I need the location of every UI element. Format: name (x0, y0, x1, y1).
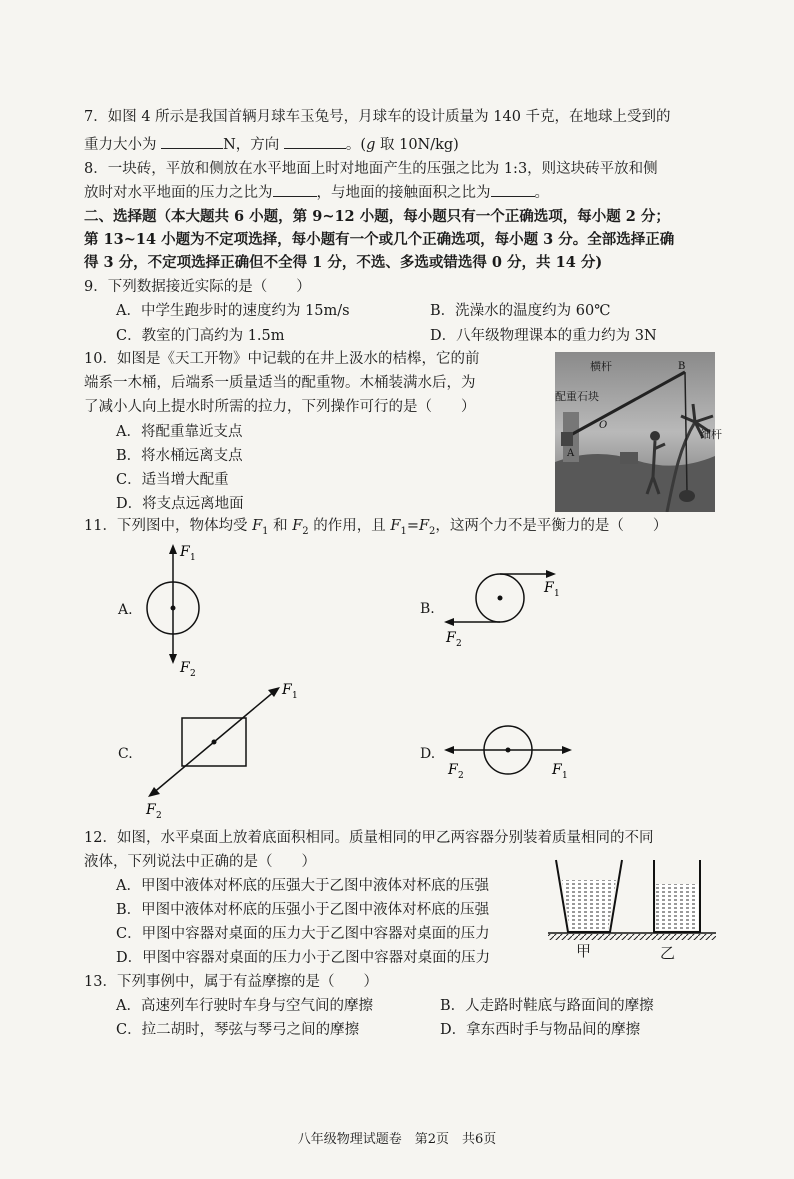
section2-line3: 得 3 分，不定项选择正确但不全得 1 分，不选、多选或错选得 0 分，共 14 分) (84, 254, 603, 271)
q8-line2: 放时对水平地面的压力之比为 ，与地面的接触面积之比为 。 (84, 182, 549, 203)
water-bucket (679, 490, 695, 502)
q11-stem: 11．下列图中，物体均受 $F_1$ 和 $F_2$ 的作用，且 $F_1=F_2$，这两个力不是平衡力的是（ ） (84, 518, 668, 537)
q10-line2: 端系一木桶，后端系一质量适当的配重物。木桶装满水后，为 (84, 375, 476, 391)
svg-text:F: F (552, 762, 562, 778)
pivot-o-label: O (599, 420, 608, 431)
q10-option-d[interactable]: D．将支点远离地面 (116, 496, 244, 512)
svg-text:1: 1 (190, 553, 196, 563)
well-sweep-figure (555, 352, 715, 512)
label-counterweight: 配重石块 (555, 390, 599, 403)
arrow-down-icon (169, 654, 177, 664)
well-mouth (620, 452, 638, 464)
q9-option-b[interactable]: B．洗澡水的温度约为 60℃ (430, 303, 611, 319)
svg-text:2: 2 (458, 771, 464, 781)
q11-option-b-label[interactable]: B. (420, 601, 435, 617)
q12-containers-figure (548, 858, 716, 940)
jia-liquid (562, 880, 616, 930)
q13-option-b[interactable]: B．人走路时鞋底与路面间的摩擦 (440, 998, 654, 1014)
q12-option-d[interactable]: D．甲图中容器对桌面的压力小于乙图中容器对桌面的压力 (116, 950, 491, 966)
point-b-label: B (678, 361, 686, 372)
q7-blank-direction[interactable] (284, 134, 346, 149)
label-yi: 乙 (660, 944, 676, 962)
page-footer: 八年级物理试题卷 第2页 共6页 (297, 1132, 497, 1147)
svg-text:F: F (448, 762, 458, 778)
q12-line1: 12．如图，水平桌面上放着底面积相同。质量相同的甲乙两容器分别装着质量相同的不同 (84, 830, 654, 846)
q8-blank-area-ratio[interactable] (491, 182, 535, 197)
arrow-right-icon (562, 746, 572, 754)
q10-option-a[interactable]: A．将配重靠近支点 (116, 424, 243, 440)
label-jia: 甲 (576, 942, 592, 960)
q12-option-b[interactable]: B．甲图中液体对杯底的压强小于乙图中液体对杯底的压强 (116, 902, 490, 918)
counterweight-stone (561, 432, 573, 446)
q13-option-a[interactable]: A．高速列车行驶时车身与空气间的摩擦 (116, 998, 373, 1014)
q8-line1: 8．一块砖，平放和侧放在水平地面上时对地面产生的压强之比为 1:3，则这块砖平放和侧 (84, 161, 658, 177)
q11-option-a-label[interactable]: A. (118, 602, 133, 618)
q13-stem: 13．下列事例中，属于有益摩擦的是（ ） (84, 974, 378, 990)
q11-option-c-label[interactable]: C. (118, 746, 133, 762)
q11-diagram-a (140, 540, 220, 680)
q10-option-b[interactable]: B．将水桶远离支点 (116, 448, 243, 464)
q10-option-c[interactable]: C．适当增大配重 (116, 472, 229, 488)
table-hatch (548, 934, 716, 940)
q13-option-c[interactable]: C．拉二胡时，琴弦与琴弓之间的摩擦 (116, 1022, 360, 1038)
q12-option-c[interactable]: C．甲图中容器对桌面的压力大于乙图中容器对桌面的压力 (116, 926, 490, 942)
q7-line2: 重力大小为 N，方向 。(g 取 10N/kg) (84, 134, 459, 155)
q11-diagram-c (140, 682, 320, 822)
section2-line2: 第 13~14 小题为不定项选择，每小题有一个或几个正确选项，每小题 3 分。全部选择正确 (84, 231, 675, 248)
q9-option-c[interactable]: C．教室的门高约为 1.5m (116, 328, 285, 344)
svg-text:F: F (180, 660, 190, 676)
svg-text:F: F (180, 544, 190, 560)
q9-option-a[interactable]: A．中学生跑步时的速度约为 15m/s (116, 303, 350, 319)
point-a-label: A (567, 448, 575, 459)
svg-text:2: 2 (456, 639, 462, 648)
yi-liquid (656, 884, 698, 930)
arrow-left-icon (444, 746, 454, 754)
person-head (650, 431, 660, 441)
arrow-right-icon (546, 570, 556, 578)
q13-option-d[interactable]: D．拿东西时手与物品间的摩擦 (440, 1022, 641, 1038)
section2-line1: 二、选择题（本大题共 6 小题，第 9~12 小题，每小题只有一个正确选项，每小题 2 分； (84, 208, 670, 225)
q8-blank-force-ratio[interactable] (273, 182, 317, 197)
q10-line1: 10．如图是《天工开物》中记载的在井上汲水的桔槔，它的前 (84, 351, 480, 367)
label-cross-beam: 横杆 (590, 360, 612, 373)
svg-text:F: F (446, 630, 456, 646)
svg-text:2: 2 (156, 811, 162, 821)
q12-option-a[interactable]: A．甲图中液体对杯底的压强大于乙图中液体对杯底的压强 (116, 878, 489, 894)
svg-text:F: F (544, 580, 554, 596)
label-thin-rod: 细杆 (700, 428, 722, 441)
svg-text:F: F (146, 802, 156, 818)
q9-option-d[interactable]: D．八年级物理课本的重力约为 3N (430, 328, 657, 344)
svg-text:1: 1 (562, 771, 568, 781)
svg-text:F: F (282, 682, 292, 698)
arrow-up-icon (169, 544, 177, 554)
q11-diagram-b (440, 568, 580, 648)
svg-text:2: 2 (190, 669, 196, 679)
q10-line3: 了减小人向上提水时所需的拉力，下列操作可行的是（ ） (84, 399, 476, 415)
svg-text:1: 1 (554, 589, 560, 599)
q11-option-d-label[interactable]: D. (420, 746, 436, 762)
q7-blank-magnitude[interactable] (161, 134, 223, 149)
svg-text:1: 1 (292, 691, 298, 701)
q11-diagram-d (440, 722, 580, 784)
q12-line2: 液体，下列说法中正确的是（ ） (84, 854, 316, 870)
arrow-left-icon (444, 618, 454, 626)
q9-stem: 9．下列数据接近实际的是（ ） (84, 279, 311, 295)
q7-line1: 7．如图 4 所示是我国首辆月球车玉兔号，月球车的设计质量为 140 千克，在地球上受到的 (84, 109, 671, 125)
